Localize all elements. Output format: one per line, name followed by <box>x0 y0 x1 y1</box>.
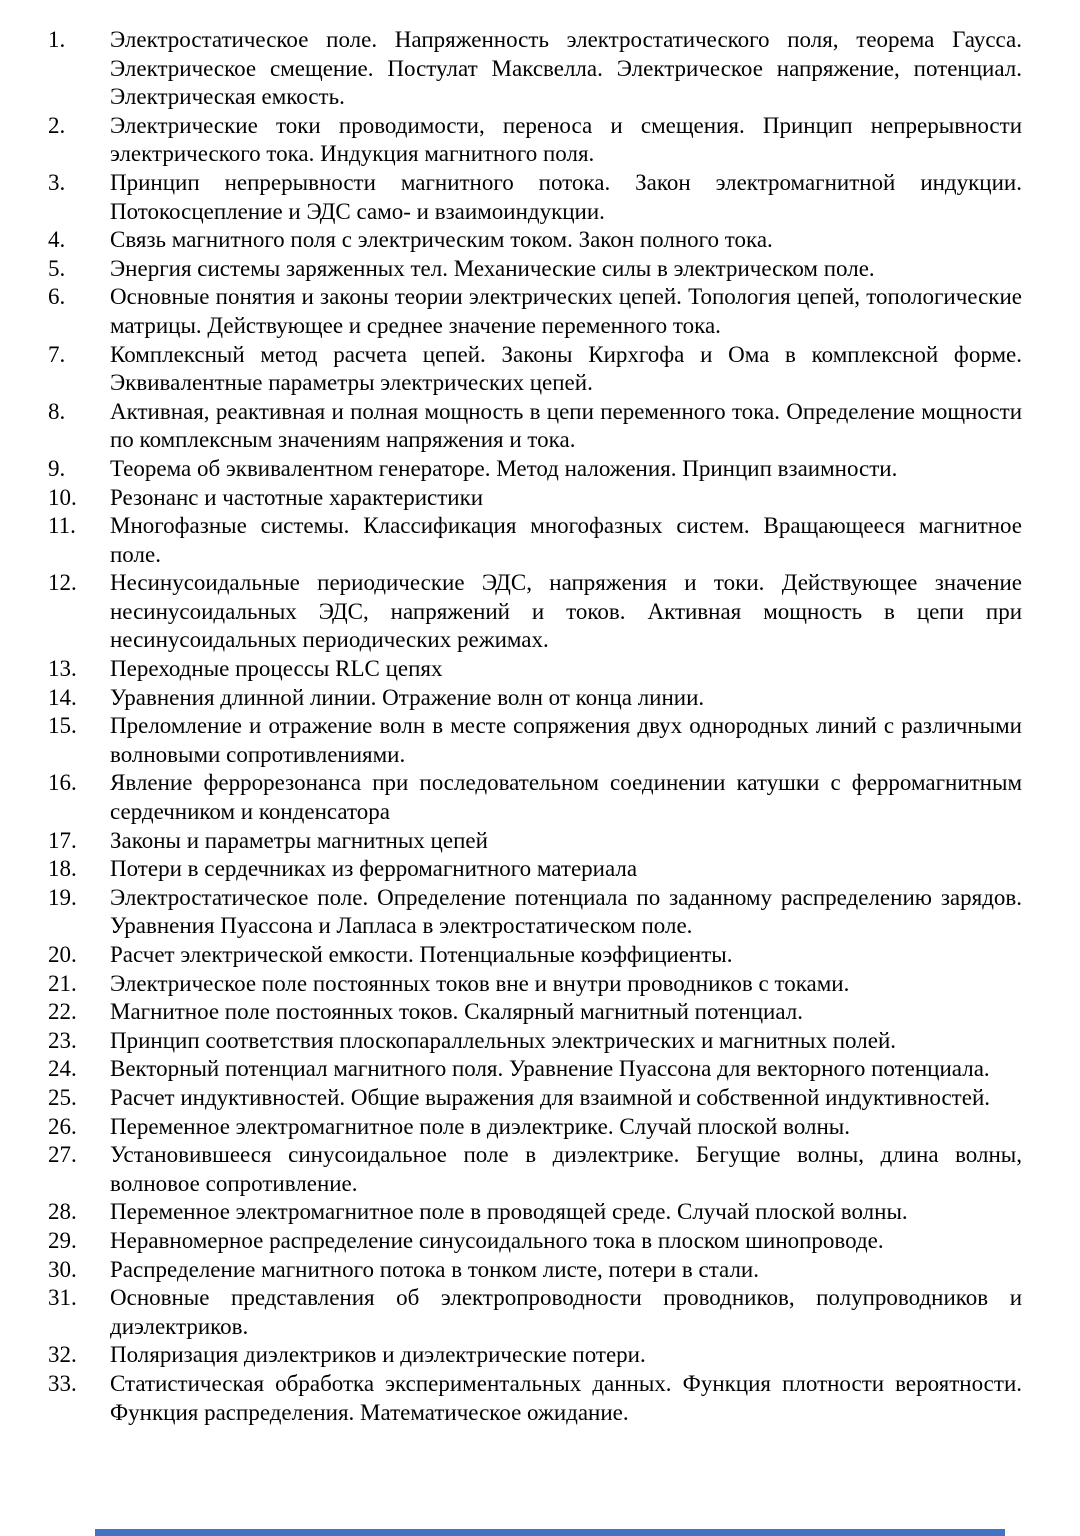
list-item-text: Активная, реактивная и полная мощность в цепи переменного тока. Определение мощности по комплексным значениям напряжения и тока. <box>110 398 1022 453</box>
list-item-number: 5. <box>48 255 66 281</box>
list-item-number: 6. <box>48 284 66 310</box>
list-item-number: 12. <box>48 570 77 596</box>
list-item-number: 25. <box>48 1084 77 1110</box>
list-item-text: Принцип соответствия плоскопараллельных электрических и магнитных полей. <box>110 1027 896 1053</box>
list-item <box>48 512 1022 569</box>
list-item-number: 33. <box>48 1370 77 1396</box>
list-item-number: 13. <box>48 656 77 682</box>
list-item-text: Основные представления об электропроводности проводников, полупроводников и диэлектриков. <box>110 1285 1022 1339</box>
list-item <box>48 855 1022 884</box>
list-item <box>48 1198 1022 1227</box>
list-item-text: Электростатическое поле. Напряженность электростатического поля, теорема Гаусса. Электрическое смещение. Постулат Максвелла. Электрическое напряжение, потенциал. Электрическая емкость. <box>110 27 1022 110</box>
list-item-text: Переменное электромагнитное поле в диэлектрике. Случай плоской волны. <box>110 1113 851 1139</box>
list-item-number: 28. <box>48 1199 77 1225</box>
list-item-number: 21. <box>48 970 77 996</box>
list-item <box>48 226 1022 255</box>
list-item <box>48 1113 1022 1142</box>
list-item-text: Неравномерное распределение синусоидального тока в плоском шинопроводе. <box>110 1227 884 1253</box>
list-item-text: Векторный потенциал магнитного поля. Уравнение Пуассона для векторного потенциала. <box>110 1056 990 1082</box>
list-item-text: Основные понятия и законы теории электрических цепей. Топология цепей, топологические матрицы. Действующее и среднее значение переменного тока. <box>110 284 1022 338</box>
list-item-text: Теорема об эквивалентном генераторе. Метод наложения. Принцип взаимности. <box>110 455 898 481</box>
list-item-number: 23. <box>48 1027 77 1053</box>
list-item <box>48 1055 1022 1084</box>
list-item-text: Явление феррорезонанса при последовательном соединении катушки с ферромагнитным сердечником и конденсатора <box>110 770 1022 825</box>
list-item <box>48 827 1022 856</box>
list-item-number: 16. <box>48 770 77 796</box>
list-item-text: Преломление и отражение волн в месте сопряжения двух однородных линий с различными волновыми сопротивлениями. <box>110 713 1022 767</box>
list-item <box>48 1341 1022 1370</box>
list-item-number: 26. <box>48 1113 77 1139</box>
list-item-text: Распределение магнитного потока в тонком листе, потери в стали. <box>110 1256 759 1282</box>
list-item <box>48 1370 1022 1427</box>
list-item-number: 19. <box>48 884 77 910</box>
list-item-number: 1. <box>48 27 66 52</box>
list-item-number: 8. <box>48 398 66 424</box>
list-item <box>48 998 1022 1027</box>
list-item-number: 20. <box>48 942 77 967</box>
list-item-text: Расчет индуктивностей. Общие выражения для взаимной и собственной индуктивностей. <box>110 1084 990 1110</box>
list-item-text: Уравнения длинной линии. Отражение волн от конца линии. <box>110 684 705 710</box>
list-item-text: Электрические токи проводимости, переноса и смещения. Принцип непрерывности электрического тока. Индукция магнитного поля. <box>110 112 1022 167</box>
list-item-number: 4. <box>48 227 66 253</box>
list-item-text: Электрическое поле постоянных токов вне и внутри проводников с токами. <box>110 970 850 996</box>
list-item <box>48 341 1022 398</box>
list-item-number: 7. <box>48 341 66 367</box>
list-item <box>48 455 1022 484</box>
list-item <box>48 884 1022 941</box>
list-item-text: Комплексный метод расчета цепей. Законы Кирхгофа и Ома в комплексной форме. Эквивалентные параметры электрических цепей. <box>110 341 1022 396</box>
list-item-number: 3. <box>48 169 66 195</box>
list-item-number: 18. <box>48 856 77 882</box>
list-item-text: Связь магнитного поля с электрическим током. Закон полного тока. <box>110 227 773 253</box>
list-item <box>48 484 1022 513</box>
list-item-number: 30. <box>48 1256 77 1282</box>
list-item-number: 14. <box>48 684 77 710</box>
list-item <box>48 1141 1022 1198</box>
list-item-number: 32. <box>48 1342 77 1368</box>
list-item-text: Принцип непрерывности магнитного потока. Закон электромагнитной индукции. Потокосцепление и ЭДС само- и взаимоиндукции. <box>110 169 1022 224</box>
list-item-number: 17. <box>48 827 77 853</box>
list-item-text: Электростатическое поле. Определение потенциала по заданному распределению зарядов. Уравнения Пуассона и Лапласа в электростатическом поле. <box>110 884 1022 939</box>
list-item-text: Несинусоидальные периодические ЭДС, напряжения и токи. Действующее значение несинусоидальных ЭДС, напряжений и токов. Активная мощность в цепи при несинусоидальных периодических режимах. <box>110 570 1022 653</box>
list-item-text: Магнитное поле постоянных токов. Скалярный магнитный потенциал. <box>110 999 803 1025</box>
list-item <box>48 1256 1022 1285</box>
list-item-number: 9. <box>48 455 66 481</box>
list-item <box>48 1284 1022 1341</box>
list-item-number: 15. <box>48 713 77 739</box>
list-item-text: Энергия системы заряженных тел. Механические силы в электрическом поле. <box>110 255 875 281</box>
list-item <box>48 1027 1022 1056</box>
list-item-text: Резонанс и частотные характеристики <box>110 484 484 510</box>
list-item <box>48 1084 1022 1113</box>
bottom-highlight-bar <box>95 1529 1005 1536</box>
list-item-text: Потери в сердечниках из ферромагнитного материала <box>110 856 638 882</box>
list-item-number: 29. <box>48 1227 77 1253</box>
list-item-number: 31. <box>48 1285 77 1311</box>
list-item-number: 10. <box>48 484 77 510</box>
list-item-number: 27. <box>48 1142 77 1168</box>
list-item <box>48 569 1022 655</box>
list-item-number: 24. <box>48 1056 77 1082</box>
list-item <box>48 941 1022 970</box>
list-item-text: Переменное электромагнитное поле в проводящей среде. Случай плоской волны. <box>110 1199 908 1225</box>
list-item-text: Законы и параметры магнитных цепей <box>110 827 488 853</box>
list-item <box>48 169 1022 226</box>
list-item <box>48 970 1022 999</box>
list-item <box>48 684 1022 713</box>
list-item <box>48 769 1022 826</box>
list-item-number: 2. <box>48 112 66 138</box>
list-item <box>48 255 1022 284</box>
list-item <box>48 655 1022 684</box>
list-item-text: Переходные процессы RLC цепях <box>110 656 443 682</box>
list-item <box>48 112 1022 169</box>
list-item <box>48 398 1022 455</box>
list-item-number: 11. <box>48 513 76 539</box>
list-item-text: Многофазные системы. Классификация многофазных систем. Вращающееся магнитное поле. <box>110 513 1022 567</box>
list-item-text: Установившееся синусоидальное поле в диэлектрике. Бегущие волны, длина волны, волновое сопротивление. <box>110 1142 1022 1196</box>
list-item <box>48 1227 1022 1256</box>
list-item-text: Поляризация диэлектриков и диэлектрические потери. <box>110 1342 646 1368</box>
list-item <box>48 712 1022 769</box>
list-item-text: Расчет электрической емкости. Потенциальные коэффициенты. <box>110 942 733 967</box>
list-item <box>48 26 1022 112</box>
list-item-number: 22. <box>48 999 77 1025</box>
list-item-text: Статистическая обработка экспериментальных данных. Функция плотности вероятности. Функция распределения. Математическое ожидание. <box>110 1370 1022 1425</box>
list-item <box>48 283 1022 340</box>
